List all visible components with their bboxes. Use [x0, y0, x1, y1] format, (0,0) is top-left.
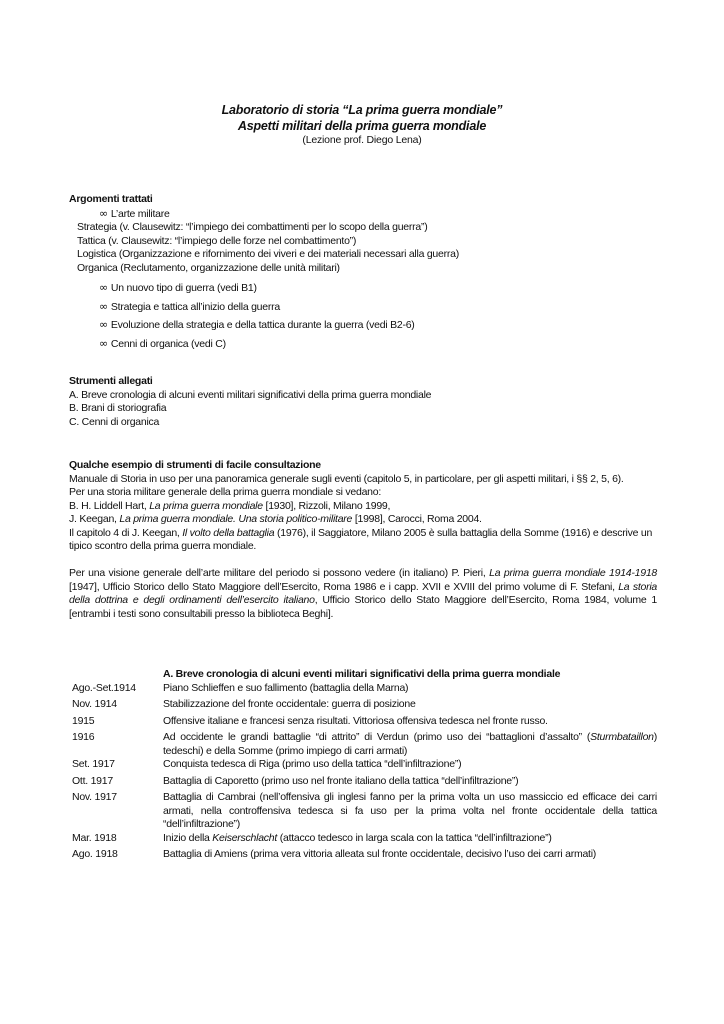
title-line-1: Laboratorio di storia “La prima guerra mondiale” — [221, 103, 503, 117]
argomenti-item-label: Cenni di organica (vedi C) — [110, 337, 226, 350]
infinity-bullet-icon: ∞ — [99, 299, 108, 313]
ref-title: La storia della dottrina e degli ordinamenti dell’esercito italiano — [69, 580, 657, 606]
ref-text: [1930], Rizzoli, Milano 1999, — [262, 499, 391, 512]
ref-title: Il volto della battaglia — [182, 526, 275, 539]
strumenti-heading: Strumenti allegati — [69, 375, 153, 387]
chronology-event — [163, 731, 657, 758]
ref-title: La prima guerra mondiale 1914-1918 — [489, 567, 657, 579]
chronology-row — [69, 731, 657, 758]
argomenti-item-arte — [99, 207, 657, 222]
chronology-event: Stabilizzazione del fronte occidentale: guerra di posizione — [163, 698, 416, 710]
argomenti-sub-item: Tattica (v. Clausewitz: “l’impiego delle forze nel combattimento”) — [77, 234, 357, 247]
strumenti-section — [69, 375, 657, 429]
ref-title: La prima guerra mondiale — [149, 499, 263, 512]
chronology-row — [69, 832, 657, 846]
chronology-date: Nov. 1917 — [72, 791, 117, 803]
title-line-2: Aspetti militari della prima guerra mondiale — [237, 119, 487, 133]
chronology-event: Battaglia di Caporetto (primo uso nel fronte italiano della tattica “dell’infiltrazione”) — [163, 774, 519, 787]
cronologia-title: A. Breve cronologia di alcuni eventi militari significativi della prima guerra mondiale — [163, 668, 561, 680]
event-text: ) tedeschi) e della Somme (primo impiego di carri armati) — [163, 731, 657, 757]
esempi-line: Manuale di Storia in uso per una panoramica generale sugli eventi (capitolo 5, in particolare, per gli aspetti militari, i §§ 2, 5, 6). — [69, 472, 624, 485]
chronology-row — [69, 791, 657, 832]
argomenti-item — [99, 316, 657, 335]
chronology-event — [163, 832, 657, 846]
esempi-line: Per una storia militare generale della prima guerra mondiale si vedano: — [69, 486, 382, 498]
ref-text: [1947], Ufficio Storico dello Stato Maggiore dell’Esercito, Roma 1986 e i capp. XVII e XVIII del primo volume di F. Stefani, — [69, 580, 619, 593]
chronology-row — [69, 848, 657, 862]
reference-keegan — [69, 513, 657, 527]
chronology-event: Piano Schlieffen e suo fallimento (battaglia della Marna) — [163, 681, 409, 694]
argomenti-item-label: L’arte militare — [110, 207, 170, 220]
chronology-date: Set. 1917 — [72, 758, 115, 770]
argomenti-item-label: Strategia e tattica all’inizio della guerra — [110, 300, 280, 313]
argomenti-section — [69, 193, 657, 353]
ref-text: , Ufficio Storico dello Stato Maggiore dell’Esercito, Roma 1984, volume 1 [entrambi i testi sono consultabili presso la biblioteca Beghi]. — [69, 594, 657, 620]
ref-title: La prima guerra mondiale. Una storia politico-militare — [119, 513, 353, 525]
chronology-row — [69, 682, 657, 696]
cronologia-section — [69, 668, 657, 862]
argomenti-item — [99, 335, 657, 354]
argomenti-items-list — [99, 279, 657, 353]
title-block — [0, 102, 724, 147]
chronology-event: Conquista tedesca di Riga (primo uso della tattica “dell’infiltrazione”) — [163, 758, 462, 770]
chronology-row — [69, 758, 657, 772]
chronology-row — [69, 715, 657, 729]
event-italic-term: Sturmbataillon — [590, 731, 654, 743]
chronology-date: Ago. 1918 — [72, 848, 118, 860]
ref-text: Per una visione generale dell’arte militare del periodo si possono vedere (in italiano) P. Pieri, — [69, 567, 490, 579]
chronology-date: 1916 — [72, 731, 95, 743]
chronology-date: Mar. 1918 — [72, 831, 117, 844]
reference-keegan-volto — [69, 527, 657, 554]
argomenti-item-label: Un nuovo tipo di guerra (vedi B1) — [110, 282, 257, 294]
ref-text: [1998], Carocci, Roma 2004. — [352, 513, 482, 525]
strumenti-item: A. Breve cronologia di alcuni eventi militari significativi della prima guerra mondiale — [69, 388, 432, 401]
argomenti-sub-item: Strategia (v. Clausewitz: “l’impiego dei combattimenti per lo scopo della guerra”) — [77, 221, 428, 233]
chronology-row — [69, 775, 657, 789]
event-text: Ad occidente le grandi battaglie “di attrito” di Verdun (primo uso dei “battaglioni d’assalto” ( — [163, 731, 591, 743]
argomenti-item — [99, 279, 657, 298]
chronology-date: Ott. 1917 — [72, 774, 113, 787]
chronology-date: 1915 — [72, 714, 95, 727]
strumenti-item: B. Brani di storiografia — [69, 402, 167, 414]
infinity-bullet-icon: ∞ — [99, 336, 108, 350]
paragraph-visione-generale — [69, 567, 657, 621]
argomenti-heading: Argomenti trattati — [69, 193, 153, 205]
chronology-event: Battaglia di Cambrai (nell’offensiva gli inglesi fanno per la prima volta un uso massiccio ed efficace dei carri armati, nella controffensiva tedesca si fa uso per la prima volta nel fronte occidentale della tattica “dell’infiltrazione”) — [163, 791, 657, 830]
chronology-date: Nov. 1914 — [72, 698, 117, 710]
infinity-bullet-icon: ∞ — [99, 281, 108, 294]
argomenti-sub-item: Organica (Reclutamento, organizzazione delle unità militari) — [77, 261, 340, 274]
infinity-bullet-icon: ∞ — [99, 318, 108, 331]
ref-text: Il capitolo 4 di J. Keegan, — [69, 526, 183, 539]
chronology-row — [69, 698, 657, 712]
lesson-subtitle: (Lezione prof. Diego Lena) — [302, 134, 422, 146]
event-text: Inizio della — [163, 831, 213, 844]
esempi-heading: Qualche esempio di strumenti di facile consultazione — [69, 459, 321, 471]
esempi-section — [69, 459, 657, 621]
ref-text: B. H. Liddell Hart, — [69, 499, 150, 512]
reference-hart — [69, 500, 657, 514]
argomenti-item — [99, 298, 657, 317]
strumenti-item: C. Cenni di organica — [69, 415, 160, 428]
chronology-date: Ago.-Set.1914 — [72, 681, 136, 694]
ref-text: J. Keegan, — [69, 513, 120, 525]
event-italic-term: Keiserschlacht — [212, 831, 278, 844]
chronology-event: Battaglia di Amiens (prima vera vittoria alleata sul fronte occidentale, decisivo l’uso dei carri armati) — [163, 848, 597, 860]
infinity-bullet-icon: ∞ — [99, 206, 108, 220]
ref-text: (1976), il Saggiatore, Milano 2005 è sulla battaglia della Somme (1916) e descrive un tipico scontro della prima guerra mondiale. — [69, 526, 653, 552]
argomenti-sub-item: Logistica (Organizzazione e rifornimento dei viveri e dei materiali necessari alla guerra) — [77, 248, 459, 260]
event-text: (attacco tedesco in larga scala con la tattica “dell’infiltrazione”) — [277, 831, 552, 844]
chronology-event: Offensive italiane e francesi senza risultati. Vittoriosa offensiva tedesca nel fronte russo. — [163, 714, 548, 727]
argomenti-item-label: Evoluzione della strategia e della tattica durante la guerra (vedi B2-6) — [110, 319, 415, 331]
